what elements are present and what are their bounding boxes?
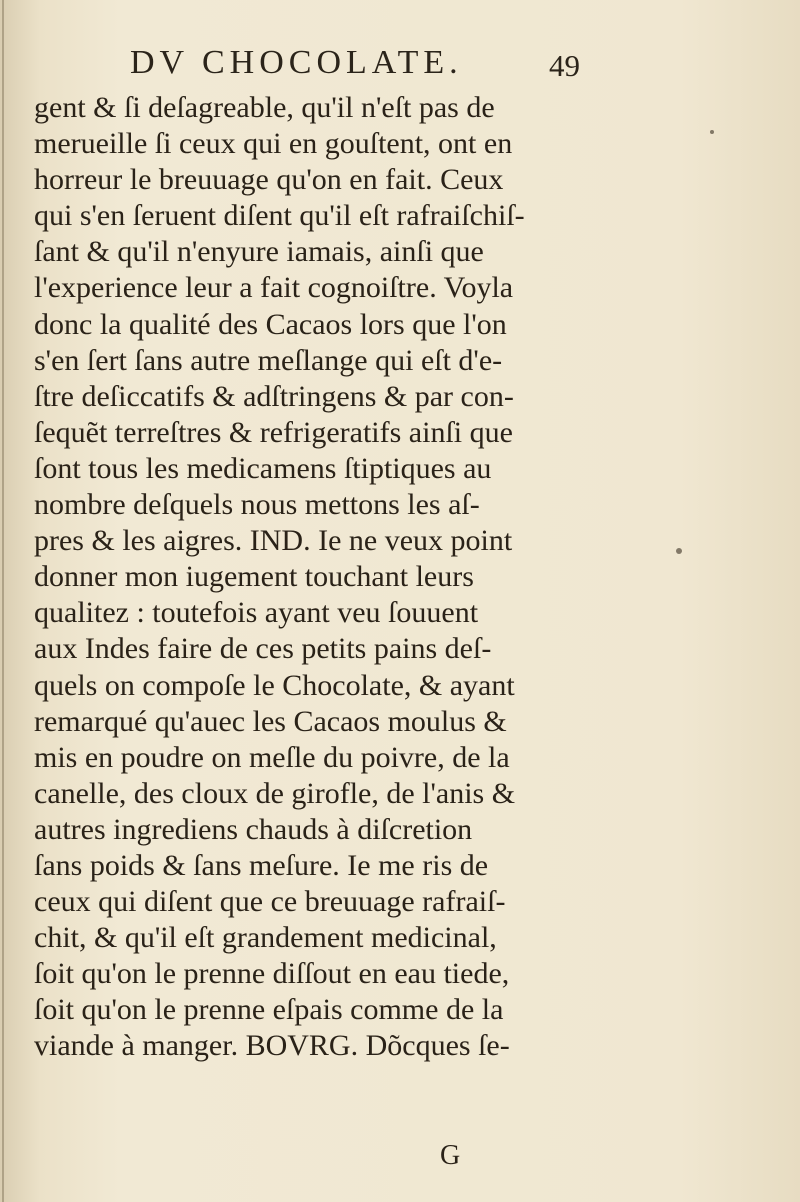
signature-mark: G: [440, 1140, 461, 1171]
text-line: l'experience leur a fait cognoiſtre. Voyla: [34, 271, 514, 305]
body-text: [34, 90, 574, 1065]
text-line: canelle, des cloux de girofle, de l'anis &: [34, 776, 516, 810]
page-number: 49: [549, 48, 580, 83]
ink-speck: [676, 548, 682, 554]
text-line: aux Indes faire de ces petits pains deſ-: [34, 632, 492, 666]
text-line: s'en ſert ſans autre meſlange qui eſt d'e-: [34, 343, 503, 377]
text-line: nombre deſquels nous mettons les aſ-: [34, 488, 480, 522]
text-line: ſont tous les medicamens ſtiptiques au: [34, 451, 492, 485]
text-line: horreur le breuuage qu'on en fait. Ceux: [34, 163, 504, 197]
text-line: ſtre deſiccatifs & adſtringens & par con-: [34, 379, 514, 413]
text-line: autres ingrediens chauds à diſcretion: [34, 812, 473, 846]
text-line: ſequẽt terreſtres & refrigeratifs ainſi que: [34, 415, 513, 449]
text-line: ſant & qu'il n'enyure iamais, ainſi que: [34, 235, 484, 269]
text-line: chit, & qu'il eſt grandement medicinal,: [34, 921, 497, 955]
running-head-title: DV CHOCOLATE.: [130, 44, 463, 81]
text-line: mis en poudre on meſle du poivre, de la: [34, 740, 510, 774]
text-line: ſoit qu'on le prenne diſſout en eau tiede,: [34, 957, 510, 991]
ink-speck: [710, 130, 714, 134]
text-line: ſans poids & ſans meſure. Ie me ris de: [34, 848, 489, 882]
text-line: qui s'en ſeruent diſent qu'il eſt rafraiſchiſ-: [34, 199, 525, 233]
page-gutter-edge: [2, 0, 4, 1202]
text-line: gent & ſi deſagreable, qu'il n'eſt pas de: [34, 91, 495, 124]
text-line: remarqué qu'auec les Cacaos moulus &: [34, 704, 507, 738]
text-line: donc la qualité des Cacaos lors que l'on: [34, 307, 507, 341]
text-line: pres & les aigres. IND. Ie ne veux point: [34, 524, 513, 558]
text-line: ceux qui diſent que ce breuuage rafraiſ-: [34, 885, 506, 919]
text-line: viande à manger. BOVRG. Dõcques ſe-: [34, 1029, 510, 1063]
text-line: qualitez : toutefois ayant veu ſouuent: [34, 596, 479, 630]
text-line: merueille ſi ceux qui en gouſtent, ont en: [34, 127, 513, 161]
running-head: [130, 44, 580, 90]
text-line: quels on compoſe le Chocolate, & ayant: [34, 668, 515, 702]
text-line: donner mon iugement touchant leurs: [34, 560, 474, 594]
text-line: ſoit qu'on le prenne eſpais comme de la: [34, 993, 504, 1027]
